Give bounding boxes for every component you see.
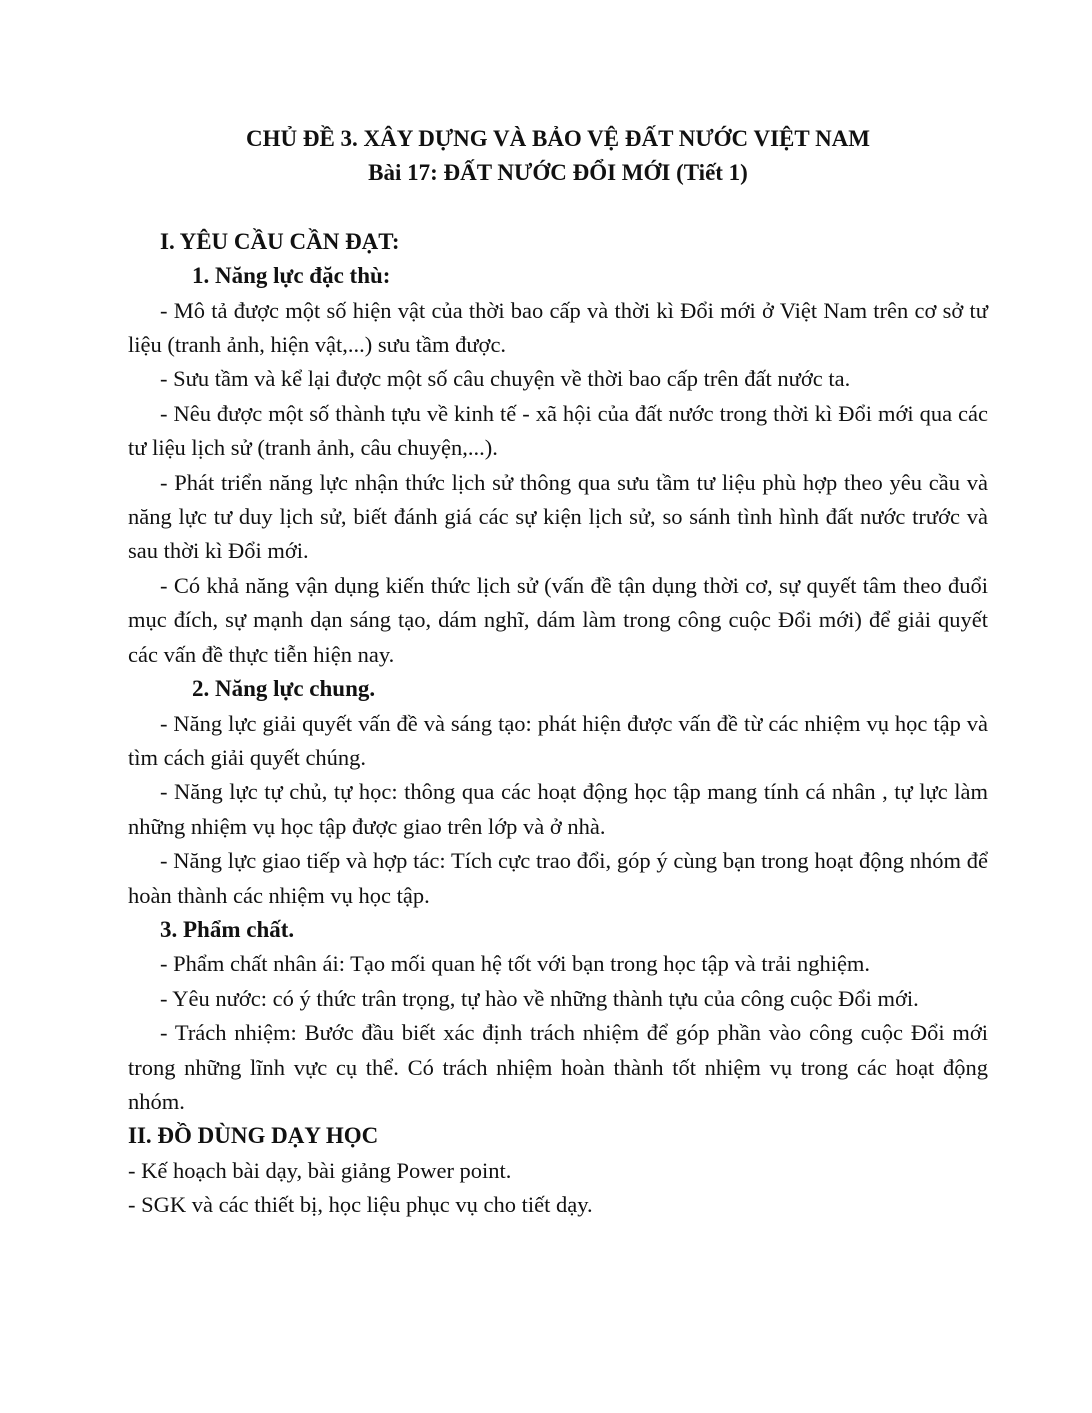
- list-item: - SGK và các thiết bị, học liệu phục vụ cho tiết dạy.: [128, 1192, 593, 1218]
- list-item: - Phát triển năng lực nhận thức lịch sử thông qua sưu tầm tư liệu phù hợp theo yêu cầu và năng lực tư duy lịch sử, biết đánh giá các sự kiện lịch sử, so sánh tình hình đất nước trước và sau thời kì Đổi mới.: [128, 469, 988, 564]
- list-item: - Sưu tầm và kể lại được một số câu chuyện về thời bao cấp trên đất nước ta.: [160, 366, 851, 392]
- section-heading-teaching-materials: II. ĐỒ DÙNG DẠY HỌC: [128, 1123, 379, 1149]
- subsection-heading-general-competence: 2. Năng lực chung.: [192, 676, 376, 702]
- list-item: - Năng lực giao tiếp và hợp tác: Tích cực trao đổi, góp ý cùng bạn trong hoạt động nhóm để hoàn thành các nhiệm vụ học tập.: [128, 848, 988, 908]
- list-item: - Năng lực giải quyết vấn đề và sáng tạo: phát hiện được vấn đề từ các nhiệm vụ học tập và tìm cách giải quyết chúng.: [128, 710, 988, 770]
- list-item: - Năng lực tự chủ, tự học: thông qua các hoạt động học tập mang tính cá nhân , tự lực làm những nhiệm vụ học tập được giao trên lớp và ở nhà.: [128, 779, 988, 839]
- document-title: CHỦ ĐỀ 3. XÂY DỰNG VÀ BẢO VỆ ĐẤT NƯỚC VIỆT NAM: [245, 126, 871, 151]
- list-item: - Có khả năng vận dụng kiến thức lịch sử (vấn đề tận dụng thời cơ, sự quyết tâm theo đuổi mục đích, sự mạnh dạn sáng tạo, dám nghĩ, dám làm trong công cuộc Đổi mới) để giải quyết các vấn đề thực tiễn hiện nay.: [128, 572, 988, 667]
- lesson-title: Bài 17: ĐẤT NƯỚC ĐỔI MỚI (Tiết 1): [368, 160, 748, 186]
- list-item: - Kế hoạch bài dạy, bài giảng Power point.: [128, 1157, 512, 1183]
- list-item: - Mô tả được một số hiện vật của thời bao cấp và thời kì Đổi mới ở Việt Nam trên cơ sở tư liệu (tranh ảnh, hiện vật,...) sưu tầm được.: [128, 297, 988, 358]
- list-item: - Phẩm chất nhân ái: Tạo mối quan hệ tốt với bạn trong học tập và trải nghiệm.: [160, 951, 871, 977]
- subsection-heading-specific-competence: 1. Năng lực đặc thù:: [192, 263, 391, 289]
- list-item: - Trách nhiệm: Bước đầu biết xác định trách nhiệm để góp phần vào công cuộc Đổi mới trong những lĩnh vực cụ thể. Có trách nhiệm hoàn thành tốt nhiệm vụ trong các hoạt động nhóm.: [128, 1020, 988, 1114]
- section-heading-requirements: I. YÊU CẦU CẦN ĐẠT:: [160, 228, 400, 254]
- list-item: - Nêu được một số thành tựu về kinh tế - xã hội của đất nước trong thời kì Đổi mới qua các tư liệu lịch sử (tranh ảnh, câu chuyện,...).: [128, 400, 988, 461]
- list-item: - Yêu nước: có ý thức trân trọng, tự hào về những thành tựu của công cuộc Đổi mới.: [160, 985, 919, 1011]
- document-body: [128, 122, 988, 1223]
- subsection-heading-qualities: 3. Phẩm chất.: [160, 916, 295, 942]
